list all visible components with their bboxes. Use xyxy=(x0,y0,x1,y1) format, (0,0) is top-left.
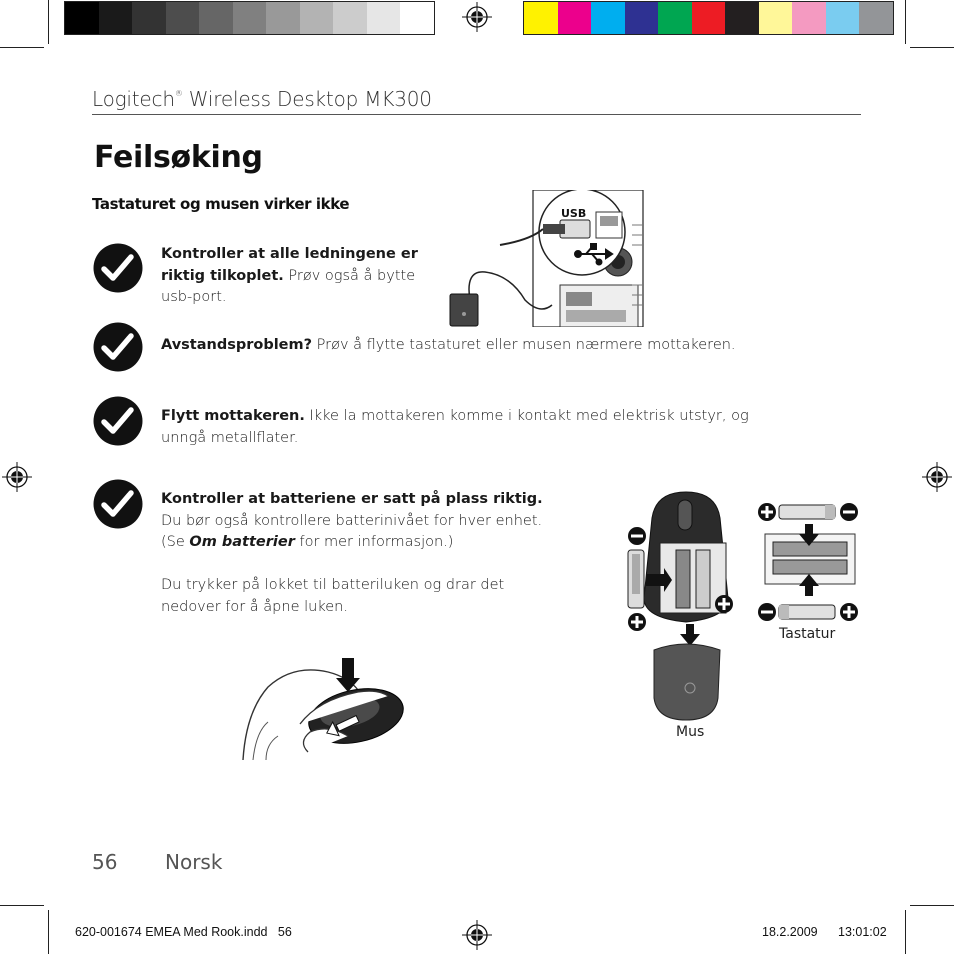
checkmark-icon xyxy=(93,479,143,529)
checkmark-icon xyxy=(93,396,143,446)
slug-filename: 620-001674 EMEA Med Rook.indd 56 xyxy=(75,925,292,939)
color-swatch xyxy=(333,2,367,34)
color-swatch xyxy=(400,2,434,34)
crop-mark xyxy=(0,47,44,48)
checkmark-icon xyxy=(93,322,143,372)
color-bar xyxy=(523,1,894,35)
registration-mark-icon xyxy=(462,2,492,32)
page-number: 56 xyxy=(92,850,118,874)
tip-bold-text: Kontroller at batteriene er satt på plass riktig. xyxy=(161,491,543,507)
slug-date: 18.2.2009 xyxy=(762,925,818,939)
color-swatch xyxy=(625,2,659,34)
keyboard-caption: Tastatur xyxy=(779,626,836,642)
color-swatch xyxy=(367,2,401,34)
crop-mark xyxy=(48,0,49,44)
crop-mark xyxy=(905,0,906,44)
tip-bold-text: Avstandsproblem? xyxy=(161,337,313,353)
color-swatch xyxy=(759,2,793,34)
color-swatch xyxy=(524,2,558,34)
color-swatch xyxy=(132,2,166,34)
color-swatch xyxy=(199,2,233,34)
crop-mark xyxy=(0,905,44,906)
tip-bold-text: Kontroller at alle ledningene er riktig tilkoplet. xyxy=(161,246,418,284)
mouse-battery-illustration xyxy=(620,488,740,728)
checkmark-icon xyxy=(93,243,143,293)
registration-mark-icon xyxy=(2,462,32,492)
document-header xyxy=(92,87,432,111)
tip-text: Ikke la mottakeren komme i kontakt med elektrisk utstyr, og unngå metallflater. xyxy=(161,408,749,446)
color-swatch xyxy=(591,2,625,34)
hand-opening-battery-door-illustration xyxy=(238,652,408,762)
slug-time: 13:01:02 xyxy=(838,925,887,939)
header-divider xyxy=(92,114,861,115)
tip-move-receiver xyxy=(161,406,761,449)
usb-label: USB xyxy=(561,207,587,220)
crop-mark xyxy=(910,47,954,48)
color-swatch xyxy=(826,2,860,34)
color-swatch xyxy=(65,2,99,34)
color-swatch xyxy=(266,2,300,34)
keyboard-battery-illustration xyxy=(755,498,865,628)
crop-mark xyxy=(905,910,906,954)
tip-battery-door: Du trykker på lokket til batteriluken og drar det nedover for å åpne luken. xyxy=(161,577,505,615)
color-swatch xyxy=(99,2,133,34)
color-swatch xyxy=(859,2,893,34)
product-name: Wireless Desktop MK300 xyxy=(182,87,432,111)
crop-mark xyxy=(910,905,954,906)
color-swatch xyxy=(300,2,334,34)
grayscale-bar xyxy=(64,1,435,35)
section-heading: Tastaturet og musen virker ikke xyxy=(92,195,350,213)
tip-bold-text: Flytt mottakeren. xyxy=(161,408,305,424)
registration-mark-icon xyxy=(462,920,492,950)
tip-text: Prøv også å bytte usb-port. xyxy=(161,267,416,305)
tip-text: Du bør også kontrollere batterinivået for hver enhet. xyxy=(161,512,543,529)
tip-distance xyxy=(161,335,781,357)
registered-mark: ® xyxy=(174,89,183,98)
tip-batteries xyxy=(161,489,581,554)
color-swatch xyxy=(166,2,200,34)
brand-name: Logitech xyxy=(92,87,175,111)
language-label: Norsk xyxy=(165,850,223,874)
color-swatch xyxy=(792,2,826,34)
color-swatch xyxy=(692,2,726,34)
tip-text: Prøv å flytte tastaturet eller musen nærmere mottakeren. xyxy=(312,337,736,353)
registration-mark-icon xyxy=(922,462,952,492)
color-swatch xyxy=(558,2,592,34)
see-reference-link[interactable]: Om batterier xyxy=(189,534,295,550)
color-swatch xyxy=(725,2,759,34)
usb-receiver-illustration xyxy=(440,190,650,330)
page-title: Feilsøking xyxy=(94,140,263,175)
mouse-caption: Mus xyxy=(676,724,705,740)
tip-text: for mer informasjon.) xyxy=(294,534,454,550)
color-swatch xyxy=(233,2,267,34)
tip-check-cables xyxy=(161,244,446,309)
color-swatch xyxy=(658,2,692,34)
tip-text: (Se xyxy=(161,534,190,550)
crop-mark xyxy=(48,910,49,954)
